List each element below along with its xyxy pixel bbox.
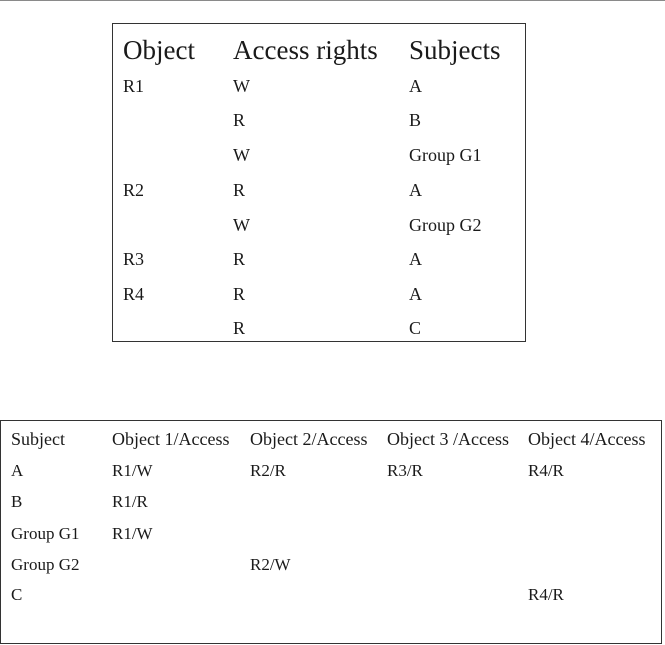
subject-cell: A — [409, 180, 422, 200]
object-cell: R1 — [123, 76, 145, 96]
access-right-cell: W — [233, 145, 250, 165]
access-right-cell: R — [233, 318, 246, 338]
object-cell: R2 — [123, 180, 145, 200]
access-right-cell: R — [233, 180, 246, 200]
subject-cell: B — [11, 492, 23, 511]
access-right-cell: R — [233, 249, 246, 269]
subject-cell: B — [409, 110, 422, 130]
subject-cell: A — [409, 76, 422, 96]
subject-cell: Group G1 — [11, 524, 80, 543]
access-control-list-table — [112, 23, 526, 342]
top-divider — [0, 0, 665, 1]
access-cell: R1/W — [112, 524, 153, 543]
access-right-cell: R — [233, 110, 246, 130]
subject-cell: Group G2 — [409, 215, 482, 235]
subject-cell: A — [409, 284, 422, 304]
access-cell: R4/R — [528, 585, 564, 604]
header-object-4-access: Object 4/Access — [528, 429, 646, 449]
capability-list-table — [0, 420, 662, 644]
access-cell: R1/W — [112, 461, 153, 480]
access-cell: R2/R — [250, 461, 286, 480]
header-access-rights: Access rights — [233, 35, 378, 65]
subject-cell: Group G2 — [11, 555, 80, 574]
header-object-2-access: Object 2/Access — [250, 429, 368, 449]
access-cell: R1/R — [112, 492, 148, 511]
header-object: Object — [123, 35, 195, 65]
access-cell: R4/R — [528, 461, 564, 480]
subject-cell: C — [409, 318, 422, 338]
header-subject: Subject — [11, 429, 65, 449]
header-subjects: Subjects — [409, 35, 501, 65]
access-cell: R2/W — [250, 555, 291, 574]
header-object-1-access: Object 1/Access — [112, 429, 230, 449]
subject-cell: A — [11, 461, 24, 480]
subject-cell: Group G1 — [409, 145, 482, 165]
object-cell: R3 — [123, 249, 145, 269]
header-object-3-access: Object 3 /Access — [387, 429, 509, 449]
object-cell: R4 — [123, 284, 145, 304]
access-right-cell: W — [233, 76, 250, 96]
subject-cell: C — [11, 585, 23, 604]
subject-cell: A — [409, 249, 422, 269]
access-cell: R3/R — [387, 461, 423, 480]
access-right-cell: W — [233, 215, 250, 235]
access-right-cell: R — [233, 284, 246, 304]
